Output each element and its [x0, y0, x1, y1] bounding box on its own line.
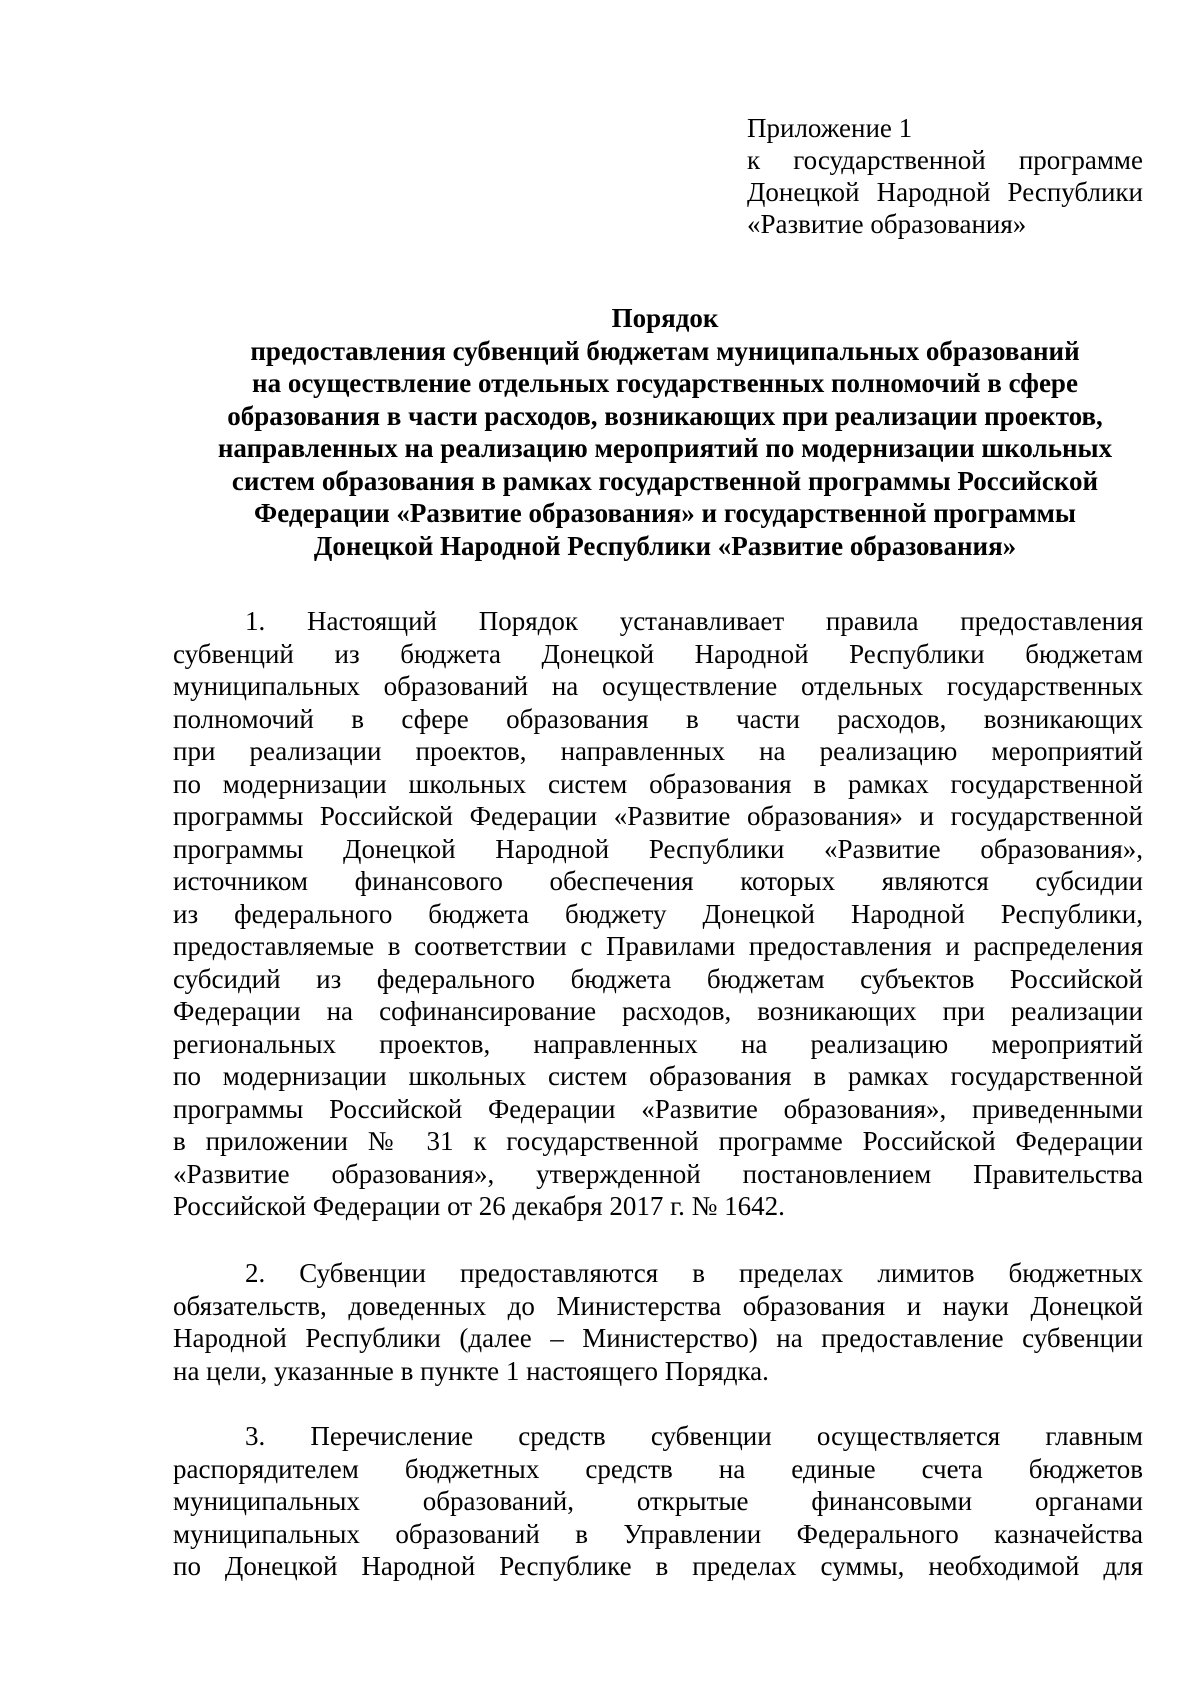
paragraph-line: региональных проектов, направленных на реализацию мероприятий	[173, 1028, 1143, 1059]
paragraph-line: 1. Настоящий Порядок устанавливает правила предоставления	[245, 606, 1143, 636]
paragraph-line: программы Донецкой Народной Республики «Развитие образования»,	[173, 833, 1143, 864]
paragraph-line: муниципальных образований на осуществление отдельных государственных	[173, 671, 1143, 701]
title-line: направленных на реализацию мероприятий по модернизации школьных	[217, 433, 1113, 463]
paragraph-line: по модернизации школьных систем образования в рамках государственной	[173, 1061, 1143, 1091]
paragraph-line: Российской Федерации от 26 декабря 2017 г. № 1642.	[173, 1191, 785, 1221]
paragraph-line: на цели, указанные в пункте 1 настоящего Порядка.	[173, 1355, 769, 1386]
paragraph-line: при реализации проектов, направленных на реализацию мероприятий	[173, 736, 1143, 766]
paragraph-line: программы Российской Федерации «Развитие образования», приведенными	[173, 1093, 1143, 1124]
title-line: предоставления субвенций бюджетам муниципальных образований	[250, 335, 1080, 366]
paragraph-line: муниципальных образований в Управлении Федерального казначейства	[173, 1518, 1143, 1549]
title-line: на осуществление отдельных государственных полномочий в сфере	[252, 368, 1078, 398]
paragraph-line: полномочий в сфере образования в части расходов, возникающих	[173, 703, 1143, 734]
paragraph-line: из федерального бюджета бюджету Донецкой Народной Республики,	[173, 898, 1143, 929]
paragraph-line: предоставляемые в соответствии с Правилами предоставления и распределения	[173, 931, 1143, 961]
paragraph-line: Федерации на софинансирование расходов, возникающих при реализации	[173, 996, 1143, 1026]
paragraph-line: распорядителем бюджетных средств на единые счета бюджетов	[173, 1453, 1143, 1484]
paragraph-line: обязательств, доведенных до Министерства образования и науки Донецкой	[173, 1290, 1143, 1321]
title-line: Федерации «Развитие образования» и государственной программы	[254, 498, 1076, 528]
paragraph-3	[173, 1420, 1143, 1583]
title-heading: Порядок	[611, 303, 719, 333]
appendix-line: к государственной программе	[747, 145, 1143, 175]
paragraph-line: источником финансового обеспечения которых являются субсидии	[173, 866, 1143, 896]
paragraph-line: муниципальных образований, открытые финансовыми органами	[173, 1486, 1143, 1516]
appendix-line: Приложение 1	[747, 113, 913, 143]
paragraph-line: 2. Субвенции предоставляются в пределах лимитов бюджетных	[245, 1258, 1143, 1288]
title-line: образования в части расходов, возникающих при реализации проектов,	[227, 400, 1103, 431]
paragraph-line: программы Российской Федерации «Развитие образования» и государственной	[173, 801, 1143, 831]
title-line: Донецкой Народной Республики «Развитие образования»	[313, 530, 1017, 561]
title-line: систем образования в рамках государственной программы Российской	[231, 465, 1099, 496]
document-title	[150, 302, 1180, 562]
appendix-line: «Развитие образования»	[747, 209, 1027, 239]
paragraph-line: субвенций из бюджета Донецкой Народной Республики бюджетам	[173, 638, 1143, 669]
paragraph-line: 3. Перечисление средств субвенции осуществляется главным	[245, 1421, 1143, 1451]
paragraph-line: по модернизации школьных систем образования в рамках государственной	[173, 768, 1143, 799]
paragraph-1	[173, 605, 1143, 1223]
paragraph-line: в приложении № 31 к государственной программе Российской Федерации	[173, 1126, 1143, 1156]
appendix-line: Донецкой Народной Республики	[747, 177, 1143, 207]
appendix-header	[747, 112, 1143, 240]
paragraph-line: субсидий из федерального бюджета бюджетам субъектов Российской	[173, 963, 1143, 994]
paragraph-line: по Донецкой Народной Республике в пределах суммы, необходимой для	[173, 1551, 1143, 1581]
paragraph-2	[173, 1257, 1143, 1387]
paragraph-line: Народной Республики (далее – Министерство) на предоставление субвенции	[173, 1323, 1143, 1353]
paragraph-line: «Развитие образования», утвержденной постановлением Правительства	[173, 1158, 1143, 1189]
